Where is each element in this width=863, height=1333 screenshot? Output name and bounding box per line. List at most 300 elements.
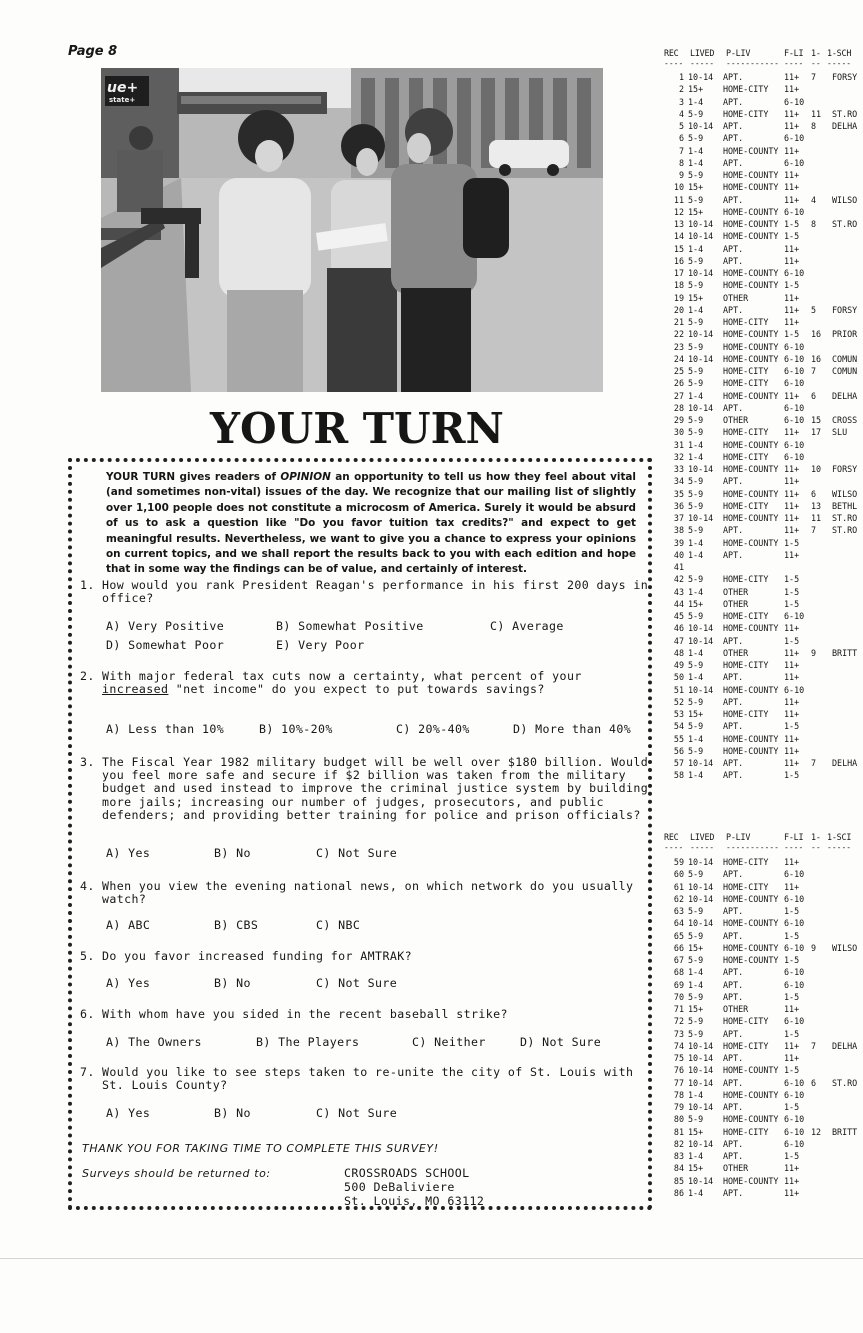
- cell-pliv: APT.: [723, 476, 744, 487]
- cell-lived: 1-4: [688, 304, 704, 315]
- cell-rec: 84: [673, 1163, 684, 1174]
- cell-rec: 79: [673, 1102, 684, 1112]
- q1-option-b[interactable]: B) Somewhat Positive: [276, 619, 424, 633]
- table-row: [664, 415, 863, 427]
- intro-lead: YOUR TURN gives readers of: [106, 471, 281, 483]
- table-row: [664, 1151, 863, 1163]
- table-row: [664, 354, 863, 366]
- cell-rec: 40: [673, 549, 684, 560]
- cell-sch: FORSY: [832, 72, 858, 82]
- cell-lived: 5-9: [688, 280, 704, 291]
- q3-option-c[interactable]: C) Not Sure: [316, 846, 398, 860]
- question-text: How would you rank President Reagan's performance in his first 200 days in office?: [102, 578, 649, 606]
- cell-pliv: APT.: [723, 1102, 744, 1112]
- table-row: [664, 967, 863, 979]
- cell-rec: 17: [673, 268, 684, 278]
- cell-lived: 5-9: [688, 378, 704, 389]
- cell-rec: 8: [678, 157, 684, 168]
- cell-pliv: HOME-COUNTY: [723, 513, 779, 523]
- q2-option-a[interactable]: A) Less than 10%: [106, 722, 225, 736]
- table-row: [664, 672, 863, 684]
- col-header-rec: REC: [664, 48, 679, 58]
- cell-fli: 11+: [784, 304, 800, 315]
- cell-fli: 6-10: [784, 268, 805, 278]
- cell-lived: 5-9: [688, 696, 704, 707]
- cell-lived: 5-9: [688, 255, 704, 266]
- cell-fli: 1-5: [784, 770, 800, 781]
- table-row: [664, 1041, 863, 1053]
- table-row: [664, 1065, 863, 1077]
- cell-lived: 1-4: [688, 1187, 704, 1198]
- question-number: 3.: [80, 755, 95, 769]
- cell-rec: 78: [673, 1089, 684, 1100]
- cell-lived: 1-4: [688, 733, 704, 744]
- cell-lived: 10-14: [688, 231, 714, 242]
- cell-rec: 14: [673, 231, 684, 242]
- cell-rec: 55: [673, 733, 684, 744]
- table-row: [664, 317, 863, 329]
- cell-pliv: HOME-CITY: [723, 317, 769, 327]
- survey-intro: [106, 470, 636, 578]
- table-row: [664, 955, 863, 967]
- cell-pliv: HOME-COUNTY: [723, 145, 779, 156]
- cell-fli: 1-5: [784, 955, 800, 965]
- cell-lived: 1-4: [688, 145, 704, 156]
- cell-lived: 15+: [688, 206, 704, 217]
- cell-fli: 6-10: [784, 869, 805, 880]
- cell-rec: 9: [678, 170, 684, 180]
- cell-rec: 23: [673, 341, 684, 352]
- cell-rec: 80: [673, 1114, 684, 1125]
- cell-fli: 6-10: [784, 684, 805, 695]
- cell-pliv: HOME-CITY: [723, 1040, 769, 1051]
- q6-option-a[interactable]: A) The Owners: [106, 1035, 202, 1049]
- cell-rec: 32: [673, 451, 684, 462]
- cell-fli: 11+: [784, 255, 800, 266]
- cell-rec: 10: [673, 182, 684, 193]
- cell-pliv: APT.: [723, 255, 744, 266]
- cell-pliv: HOME-COUNTY: [723, 341, 779, 352]
- table-row: [664, 84, 863, 96]
- q1-option-a[interactable]: A) Very Positive: [106, 619, 225, 633]
- cell-fli: 11+: [784, 525, 800, 536]
- cell-rec: 21: [673, 317, 684, 327]
- cell-fli: 1-5: [784, 329, 800, 340]
- cell-lived: 5-9: [688, 427, 704, 438]
- table-row: [664, 550, 863, 562]
- cell-rec: 67: [673, 955, 684, 965]
- table-row: [664, 697, 863, 709]
- cell-fli: 6-10: [784, 611, 805, 621]
- cell-rec: 43: [673, 586, 684, 597]
- q2-option-d[interactable]: D) More than 40%: [513, 722, 632, 736]
- cell-pliv: HOME-CITY: [723, 611, 769, 621]
- cell-sch: COMUN: [832, 353, 858, 364]
- q4-option-c[interactable]: C) NBC: [316, 918, 361, 932]
- cell-lived: 1-4: [688, 770, 704, 781]
- cell-pliv: APT.: [723, 906, 744, 916]
- q1-option-d[interactable]: D) Somewhat Poor: [106, 638, 225, 652]
- cell-lived: 5-9: [688, 869, 704, 880]
- cell-one: 11: [811, 108, 822, 119]
- cell-pliv: HOME-CITY: [723, 427, 769, 438]
- table-row: [664, 1139, 863, 1151]
- cell-pliv: HOME-CITY: [723, 1126, 769, 1137]
- cell-rec: 60: [673, 869, 684, 880]
- cell-pliv: HOME-COUNTY: [723, 390, 779, 401]
- cell-sch: BETHL: [832, 500, 858, 511]
- q3-option-b[interactable]: B) No: [214, 846, 251, 860]
- cell-one: 17: [811, 427, 822, 438]
- cell-pliv: APT.: [723, 1053, 744, 1063]
- cell-fli: 1-5: [784, 1151, 800, 1161]
- cell-one: 9: [811, 942, 817, 953]
- cell-fli: 6-10: [784, 1016, 805, 1027]
- col-header-lived: LIVED: [690, 832, 715, 842]
- table-row: [664, 476, 863, 488]
- cell-fli: 11+: [784, 1187, 800, 1198]
- cell-rec: 47: [673, 635, 684, 646]
- cell-rec: 29: [673, 415, 684, 425]
- cell-pliv: HOME-COUNTY: [723, 488, 779, 499]
- table-row: [664, 1114, 863, 1126]
- cell-one: 7: [811, 366, 817, 376]
- cell-lived: 10-14: [688, 1175, 714, 1186]
- sign-text: ue+: [107, 80, 139, 96]
- table-row: [664, 305, 863, 317]
- cell-fli: 1-5: [784, 219, 800, 229]
- table-row: [664, 980, 863, 992]
- table-row: [664, 943, 863, 955]
- cell-pliv: HOME-COUNTY: [723, 733, 779, 744]
- table-row: [664, 709, 863, 721]
- address-line: 500 DeBaliviere: [344, 1180, 455, 1194]
- cell-sch: CROSS: [832, 415, 858, 425]
- cell-lived: 1-4: [688, 451, 704, 462]
- cell-fli: 6-10: [784, 893, 805, 904]
- cell-rec: 4: [678, 108, 684, 119]
- cell-rec: 31: [673, 439, 684, 450]
- table-row: [664, 599, 863, 611]
- q6-option-d[interactable]: D) Not Sure: [520, 1035, 602, 1049]
- cell-pliv: APT.: [723, 758, 744, 768]
- q2-option-c[interactable]: C) 20%-40%: [396, 722, 470, 736]
- cell-lived: 5-9: [688, 108, 704, 119]
- cell-fli: 11+: [784, 660, 800, 670]
- cell-rec: 15: [673, 243, 684, 254]
- cell-pliv: OTHER: [723, 415, 749, 425]
- cell-lived: 15+: [688, 182, 704, 193]
- col-header-pliv: P-LIV: [726, 832, 751, 842]
- table-row: [664, 1078, 863, 1090]
- survey-form: [68, 458, 652, 1210]
- cell-fli: 11+: [784, 1040, 800, 1051]
- q4-option-a[interactable]: A) ABC: [106, 918, 151, 932]
- table-row: [664, 770, 863, 782]
- cell-lived: 5-9: [688, 1016, 704, 1027]
- cell-fli: 11+: [784, 881, 800, 892]
- cell-rec: 44: [673, 598, 684, 609]
- col-header-pliv: P-LIV: [726, 48, 751, 58]
- q2-option-b[interactable]: B) 10%-20%: [259, 722, 333, 736]
- cell-one: 6: [811, 488, 817, 499]
- cell-lived: 15+: [688, 942, 704, 953]
- question-text: With whom have you sided in the recent baseball strike?: [102, 1007, 508, 1021]
- cell-pliv: APT.: [723, 1187, 744, 1198]
- cell-pliv: HOME-CITY: [723, 366, 769, 376]
- cell-pliv: APT.: [723, 1151, 744, 1161]
- cell-lived: 10-14: [688, 1102, 714, 1112]
- cell-one: 12: [811, 1126, 822, 1137]
- cell-fli: 11+: [784, 476, 800, 487]
- cell-pliv: APT.: [723, 549, 744, 560]
- cell-fli: 1-5: [784, 906, 800, 916]
- cell-pliv: APT.: [723, 243, 744, 254]
- cell-fli: 11+: [784, 513, 800, 523]
- table-row: [664, 489, 863, 501]
- cell-rec: 56: [673, 745, 684, 756]
- cell-rec: 61: [673, 881, 684, 892]
- cell-rec: 57: [673, 758, 684, 768]
- cell-lived: 1-4: [688, 96, 704, 107]
- cell-rec: 33: [673, 464, 684, 474]
- cell-lived: 15+: [688, 598, 704, 609]
- cell-pliv: HOME-CITY: [723, 660, 769, 670]
- q5-option-c[interactable]: C) Not Sure: [316, 976, 398, 990]
- cell-lived: 1-4: [688, 586, 704, 597]
- cell-lived: 5-9: [688, 574, 704, 585]
- cell-rec: 75: [673, 1053, 684, 1063]
- cell-fli: 11+: [784, 1163, 800, 1174]
- table-row: [664, 648, 863, 660]
- cell-pliv: HOME-COUNTY: [723, 353, 779, 364]
- cell-pliv: APT.: [723, 133, 744, 144]
- cell-fli: 6-10: [784, 942, 805, 953]
- cell-lived: 10-14: [688, 353, 714, 364]
- cell-pliv: HOME-COUNTY: [723, 745, 779, 756]
- return-label: Surveys should be returned to:: [82, 1167, 271, 1180]
- cell-fli: 11+: [784, 108, 800, 119]
- table-row: [664, 121, 863, 133]
- col-header-sch: 1-SCI: [827, 832, 852, 842]
- cell-lived: 10-14: [688, 72, 714, 82]
- cell-one: 5: [811, 304, 817, 315]
- cell-rec: 74: [673, 1040, 684, 1051]
- cell-sch: WILSO: [832, 942, 858, 953]
- cell-rec: 83: [673, 1151, 684, 1161]
- cell-fli: 6-10: [784, 341, 805, 352]
- cell-pliv: OTHER: [723, 586, 749, 597]
- q5-option-b[interactable]: B) No: [214, 976, 251, 990]
- cell-rec: 58: [673, 770, 684, 781]
- cell-lived: 5-9: [688, 488, 704, 499]
- cell-one: 13: [811, 500, 822, 511]
- cell-pliv: APT.: [723, 96, 744, 107]
- cell-fli: 6-10: [784, 979, 805, 990]
- cell-pliv: APT.: [723, 979, 744, 990]
- cell-fli: 6-10: [784, 378, 805, 389]
- q4-option-b[interactable]: B) CBS: [214, 918, 259, 932]
- col-header-fli: F-LI: [784, 48, 804, 58]
- cell-lived: 10-14: [688, 121, 714, 131]
- cell-sch: DELHA: [832, 1040, 858, 1051]
- cell-pliv: APT.: [723, 402, 744, 413]
- cell-sch: ST.RO: [832, 1077, 858, 1088]
- cell-pliv: OTHER: [723, 647, 749, 658]
- question-text: When you view the evening national news, on which network do you usually watch?: [102, 879, 634, 907]
- cell-rec: 28: [673, 402, 684, 413]
- table-row: [664, 894, 863, 906]
- cell-sch: DELHA: [832, 758, 858, 768]
- col-header-sch: 1-SCH: [827, 48, 852, 58]
- table-row: [664, 182, 863, 194]
- cell-lived: 15+: [688, 84, 704, 95]
- cell-lived: 10-14: [688, 893, 714, 904]
- street-photo: [101, 68, 603, 392]
- table-row: [664, 1176, 863, 1188]
- cell-lived: 10-14: [688, 219, 714, 229]
- cell-lived: 10-14: [688, 881, 714, 892]
- cell-pliv: HOME-CITY: [723, 709, 769, 719]
- table-row: [664, 1090, 863, 1102]
- q6-option-b[interactable]: B) The Players: [256, 1035, 360, 1049]
- table-row: [664, 758, 863, 770]
- cell-pliv: HOME-COUNTY: [723, 182, 779, 193]
- cell-lived: 10-14: [688, 1077, 714, 1088]
- cell-fli: 1-5: [784, 231, 800, 242]
- cell-fli: 1-5: [784, 1065, 800, 1076]
- cell-fli: 1-5: [784, 930, 800, 941]
- cell-fli: 6-10: [784, 96, 805, 107]
- cell-pliv: HOME-COUNTY: [723, 280, 779, 291]
- cell-fli: 1-5: [784, 598, 800, 609]
- address-line: CROSSROADS SCHOOL: [344, 1166, 470, 1180]
- cell-lived: 10-14: [688, 635, 714, 646]
- table-row: [664, 1163, 863, 1175]
- table-row: [664, 1004, 863, 1016]
- q5-option-a[interactable]: A) Yes: [106, 976, 151, 990]
- cell-rec: 85: [673, 1175, 684, 1186]
- table-row: [664, 146, 863, 158]
- cell-fli: 1-5: [784, 635, 800, 646]
- q7-option-b[interactable]: B) No: [214, 1106, 251, 1120]
- cell-lived: 5-9: [688, 991, 704, 1002]
- table-row: [664, 207, 863, 219]
- cell-pliv: HOME-COUNTY: [723, 170, 779, 180]
- cell-pliv: APT.: [723, 770, 744, 781]
- cell-fli: 1-5: [784, 1102, 800, 1112]
- cell-fli: 1-5: [784, 574, 800, 585]
- table-row: [664, 611, 863, 623]
- q3-option-a[interactable]: A) Yes: [106, 846, 151, 860]
- cell-sch: ST.RO: [832, 525, 858, 536]
- table-row: [664, 501, 863, 513]
- cell-lived: 5-9: [688, 906, 704, 916]
- cell-fli: 11+: [784, 857, 800, 867]
- table-row: [664, 857, 863, 869]
- cell-rec: 18: [673, 280, 684, 291]
- cell-lived: 5-9: [688, 170, 704, 180]
- cell-lived: 5-9: [688, 930, 704, 941]
- cell-rec: 76: [673, 1065, 684, 1076]
- cell-rec: 72: [673, 1016, 684, 1027]
- cell-pliv: HOME-COUNTY: [723, 1175, 779, 1186]
- cell-sch: DELHA: [832, 121, 858, 131]
- address-line: St. Louis, MO 63112: [344, 1194, 485, 1208]
- cell-pliv: APT.: [723, 72, 744, 82]
- table-row: [664, 133, 863, 145]
- cell-fli: 11+: [784, 758, 800, 768]
- q7-option-c[interactable]: C) Not Sure: [316, 1106, 398, 1120]
- cell-rec: 64: [673, 918, 684, 929]
- cell-one: 8: [811, 219, 817, 229]
- cell-pliv: APT.: [723, 1077, 744, 1088]
- cell-fli: 6-10: [784, 1126, 805, 1137]
- cell-lived: 1-4: [688, 1089, 704, 1100]
- table-row: [664, 1029, 863, 1041]
- cell-lived: 5-9: [688, 611, 704, 621]
- cell-rec: 69: [673, 979, 684, 990]
- cell-sch: BRITT: [832, 1126, 858, 1137]
- cell-rec: 2: [678, 84, 684, 95]
- cell-lived: 1-4: [688, 647, 704, 658]
- cell-fli: 6-10: [784, 439, 805, 450]
- table-row: [664, 452, 863, 464]
- cell-rec: 16: [673, 255, 684, 266]
- table-row: [664, 746, 863, 758]
- q6-option-c[interactable]: C) Neither: [412, 1035, 486, 1049]
- q1-option-c[interactable]: C) Average: [490, 619, 564, 633]
- cell-lived: 1-4: [688, 967, 704, 978]
- table-row: [664, 170, 863, 182]
- cell-pliv: HOME-COUNTY: [723, 537, 779, 548]
- table-row: [664, 562, 863, 574]
- cell-sch: WILSO: [832, 488, 858, 499]
- cell-pliv: HOME-COUNTY: [723, 1114, 779, 1125]
- q1-option-e[interactable]: E) Very Poor: [276, 638, 365, 652]
- cell-pliv: HOME-CITY: [723, 108, 769, 119]
- question-number: 6.: [80, 1007, 95, 1021]
- cell-rec: 22: [673, 329, 684, 340]
- cell-pliv: OTHER: [723, 1004, 749, 1014]
- cell-one: 7: [811, 72, 817, 82]
- cell-rec: 48: [673, 647, 684, 658]
- table-row: [664, 464, 863, 476]
- cell-rec: 26: [673, 378, 684, 389]
- cell-fli: 11+: [784, 464, 800, 474]
- cell-sch: FORSY: [832, 304, 858, 315]
- cell-sch: WILSO: [832, 194, 858, 205]
- table-row: [664, 721, 863, 733]
- cell-lived: 10-14: [688, 684, 714, 695]
- cell-pliv: HOME-CITY: [723, 1016, 769, 1027]
- cell-sch: PRIOR: [832, 329, 858, 340]
- q7-option-a[interactable]: A) Yes: [106, 1106, 151, 1120]
- table-row: [664, 660, 863, 672]
- table-row: [664, 403, 863, 415]
- cell-fli: 1-5: [784, 991, 800, 1002]
- cell-rec: 36: [673, 500, 684, 511]
- cell-fli: 11+: [784, 500, 800, 511]
- cell-fli: 6-10: [784, 967, 805, 978]
- cell-rec: 5: [678, 121, 684, 131]
- cell-rec: 71: [673, 1004, 684, 1014]
- cell-lived: 5-9: [688, 415, 704, 425]
- cell-lived: 15+: [688, 292, 704, 303]
- cell-fli: 6-10: [784, 451, 805, 462]
- table-row: [664, 280, 863, 292]
- cell-pliv: HOME-COUNTY: [723, 219, 779, 229]
